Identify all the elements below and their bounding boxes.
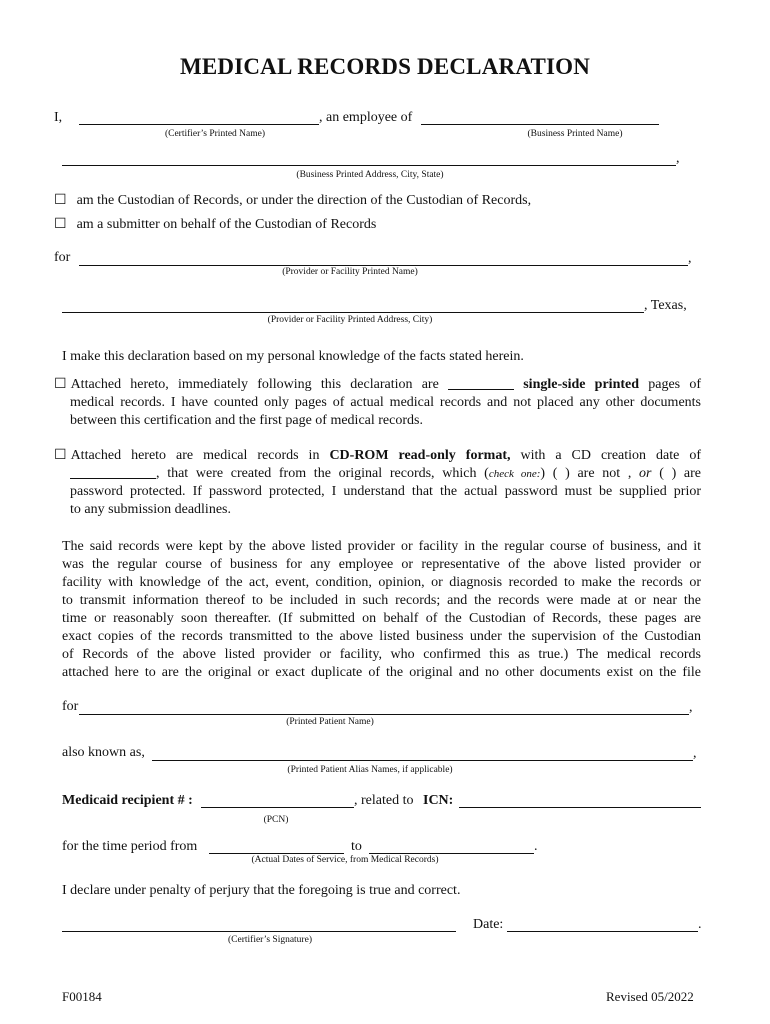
attached-cd-text: Attached hereto are medical records in bbox=[70, 448, 320, 463]
submitter-option[interactable] bbox=[54, 216, 376, 233]
body-line: was the regular course of business for any employee or representative of the above listed provider or bbox=[62, 557, 701, 572]
signature-date-field[interactable] bbox=[507, 931, 698, 932]
attached-cd-line-3: password protected. If password protected, I understand that the actual password must be supplied prior bbox=[70, 484, 701, 499]
provider-suffix: , bbox=[688, 251, 692, 266]
pages-of-text: pages of bbox=[648, 377, 702, 392]
declaration-intro: I make this declaration based on my personal knowledge of the facts stated herein. bbox=[62, 349, 524, 364]
attached-pages-line-2: medical records. I have counted only pages of actual medical records and not placed any other documents bbox=[70, 395, 701, 410]
page-count-field[interactable] bbox=[448, 377, 514, 390]
body-line: of Records of the above listed provider or facility, who confirmed this as true.) The medical records bbox=[62, 647, 701, 662]
alias-prefix: also known as, bbox=[62, 745, 145, 760]
provider-address-suffix: , Texas, bbox=[644, 298, 687, 313]
or-label: or bbox=[639, 466, 652, 481]
revised-date: Revised 05/2022 bbox=[606, 989, 694, 1004]
body-line: The said records were kept by the above listed provider or facility in the regular course of business, and it bbox=[62, 539, 701, 554]
attached-cd-line-2 bbox=[70, 465, 701, 483]
penalty-statement: I declare under penalty of perjury that the foregoing is true and correct. bbox=[62, 883, 461, 898]
attached-pages-line-1 bbox=[54, 376, 701, 394]
checkbox-icon[interactable]: ☐ bbox=[54, 193, 67, 208]
attached-pages-text: Attached hereto, immediately following this declaration are bbox=[70, 377, 439, 392]
date-to-field[interactable] bbox=[369, 853, 534, 854]
certifier-name-caption: (Certifier’s Printed Name) bbox=[164, 129, 266, 139]
time-period-suffix: . bbox=[534, 839, 538, 854]
are-not-option[interactable]: ) ( ) are not , bbox=[540, 466, 632, 481]
certifier-prefix: I, bbox=[54, 110, 63, 125]
submitter-option-label: am a submitter on behalf of the Custodian of Records bbox=[76, 217, 377, 232]
patient-alias-caption: (Printed Patient Alias Names, if applicable) bbox=[287, 765, 453, 775]
created-from-text: , that were created from the original records, which ( bbox=[156, 466, 489, 481]
pcn-field[interactable] bbox=[201, 807, 354, 808]
attached-cd-block bbox=[54, 447, 701, 465]
custodian-option[interactable] bbox=[54, 192, 531, 209]
provider-name-field[interactable] bbox=[79, 265, 688, 266]
checkbox-icon[interactable]: ☐ bbox=[54, 448, 67, 463]
patient-suffix: , bbox=[689, 700, 693, 715]
attached-pages-line-3: between this certification and the first page of medical records. bbox=[70, 413, 423, 428]
business-name-field[interactable] bbox=[421, 124, 659, 125]
checkbox-icon[interactable]: ☐ bbox=[54, 377, 67, 392]
provider-prefix: for bbox=[54, 250, 71, 265]
checkbox-icon[interactable]: ☐ bbox=[54, 217, 67, 232]
single-side-label: single-side printed bbox=[523, 377, 640, 392]
custodian-option-label: am the Custodian of Records, or under the direction of the Custodian of Records, bbox=[76, 193, 532, 208]
cd-creation-text: with a CD creation date of bbox=[520, 448, 701, 463]
date-suffix: . bbox=[698, 917, 702, 932]
patient-name-caption: (Printed Patient Name) bbox=[286, 717, 374, 727]
patient-alias-field[interactable] bbox=[152, 760, 693, 761]
check-one-label: check one: bbox=[488, 468, 541, 480]
time-period-to: to bbox=[351, 839, 362, 854]
business-name-caption: (Business Printed Name) bbox=[527, 129, 623, 139]
certifier-name-field[interactable] bbox=[79, 124, 319, 125]
page-title: MEDICAL RECORDS DECLARATION bbox=[179, 54, 591, 79]
attached-pages-block bbox=[54, 376, 701, 394]
pcn-caption: (PCN) bbox=[263, 815, 289, 825]
body-line: attached here to are the original or exact duplicate of the original and no other documents exist on the file bbox=[62, 665, 701, 680]
body-line: exact copies of the records transmitted to the above listed business under the supervision of the Custodian bbox=[62, 629, 701, 644]
medicaid-label: Medicaid recipient # : bbox=[62, 793, 193, 808]
business-address-suffix: , bbox=[676, 151, 680, 166]
form-number: F00184 bbox=[62, 989, 102, 1004]
business-address-caption: (Business Printed Address, City, State) bbox=[296, 170, 444, 180]
provider-address-caption: (Provider or Facility Printed Address, City) bbox=[267, 315, 433, 325]
related-to-label: , related to bbox=[354, 793, 414, 808]
cd-creation-date-field[interactable] bbox=[70, 466, 156, 479]
time-period-prefix: for the time period from bbox=[62, 839, 198, 854]
provider-name-caption: (Provider or Facility Printed Name) bbox=[282, 267, 418, 277]
are-option[interactable]: ( ) are bbox=[659, 466, 702, 481]
cd-rom-label: CD-ROM read-only format, bbox=[329, 448, 511, 463]
date-label: Date: bbox=[473, 917, 504, 932]
attached-cd-line-1 bbox=[54, 447, 701, 465]
business-address-field[interactable] bbox=[62, 165, 676, 166]
attached-cd-line-4: to any submission deadlines. bbox=[70, 502, 231, 517]
attached-cd-continued bbox=[70, 465, 701, 519]
employee-of-label: , an employee of bbox=[319, 110, 413, 125]
attached-pages-continued bbox=[70, 394, 701, 430]
body-line: time or reasonably soon thereafter. (If submitted on behalf of the Custodian of Records, these pages are bbox=[62, 611, 701, 626]
icn-label: ICN: bbox=[423, 793, 454, 808]
patient-name-field[interactable] bbox=[79, 714, 689, 715]
body-line: to transmit information thereof to be included in such records; and the records were made at or near the bbox=[62, 593, 701, 608]
body-paragraph bbox=[62, 538, 701, 682]
alias-suffix: , bbox=[693, 746, 697, 761]
date-from-field[interactable] bbox=[209, 853, 344, 854]
patient-prefix: for bbox=[62, 699, 79, 714]
signature-caption: (Certifier’s Signature) bbox=[228, 935, 312, 945]
time-period-caption: (Actual Dates of Service, from Medical Records) bbox=[251, 855, 439, 865]
provider-address-field[interactable] bbox=[62, 312, 644, 313]
signature-field[interactable] bbox=[62, 931, 456, 932]
icn-field[interactable] bbox=[459, 807, 701, 808]
body-line: facility with knowledge of the act, event, condition, opinion, or diagnosis recorded to make the records or bbox=[62, 575, 701, 590]
